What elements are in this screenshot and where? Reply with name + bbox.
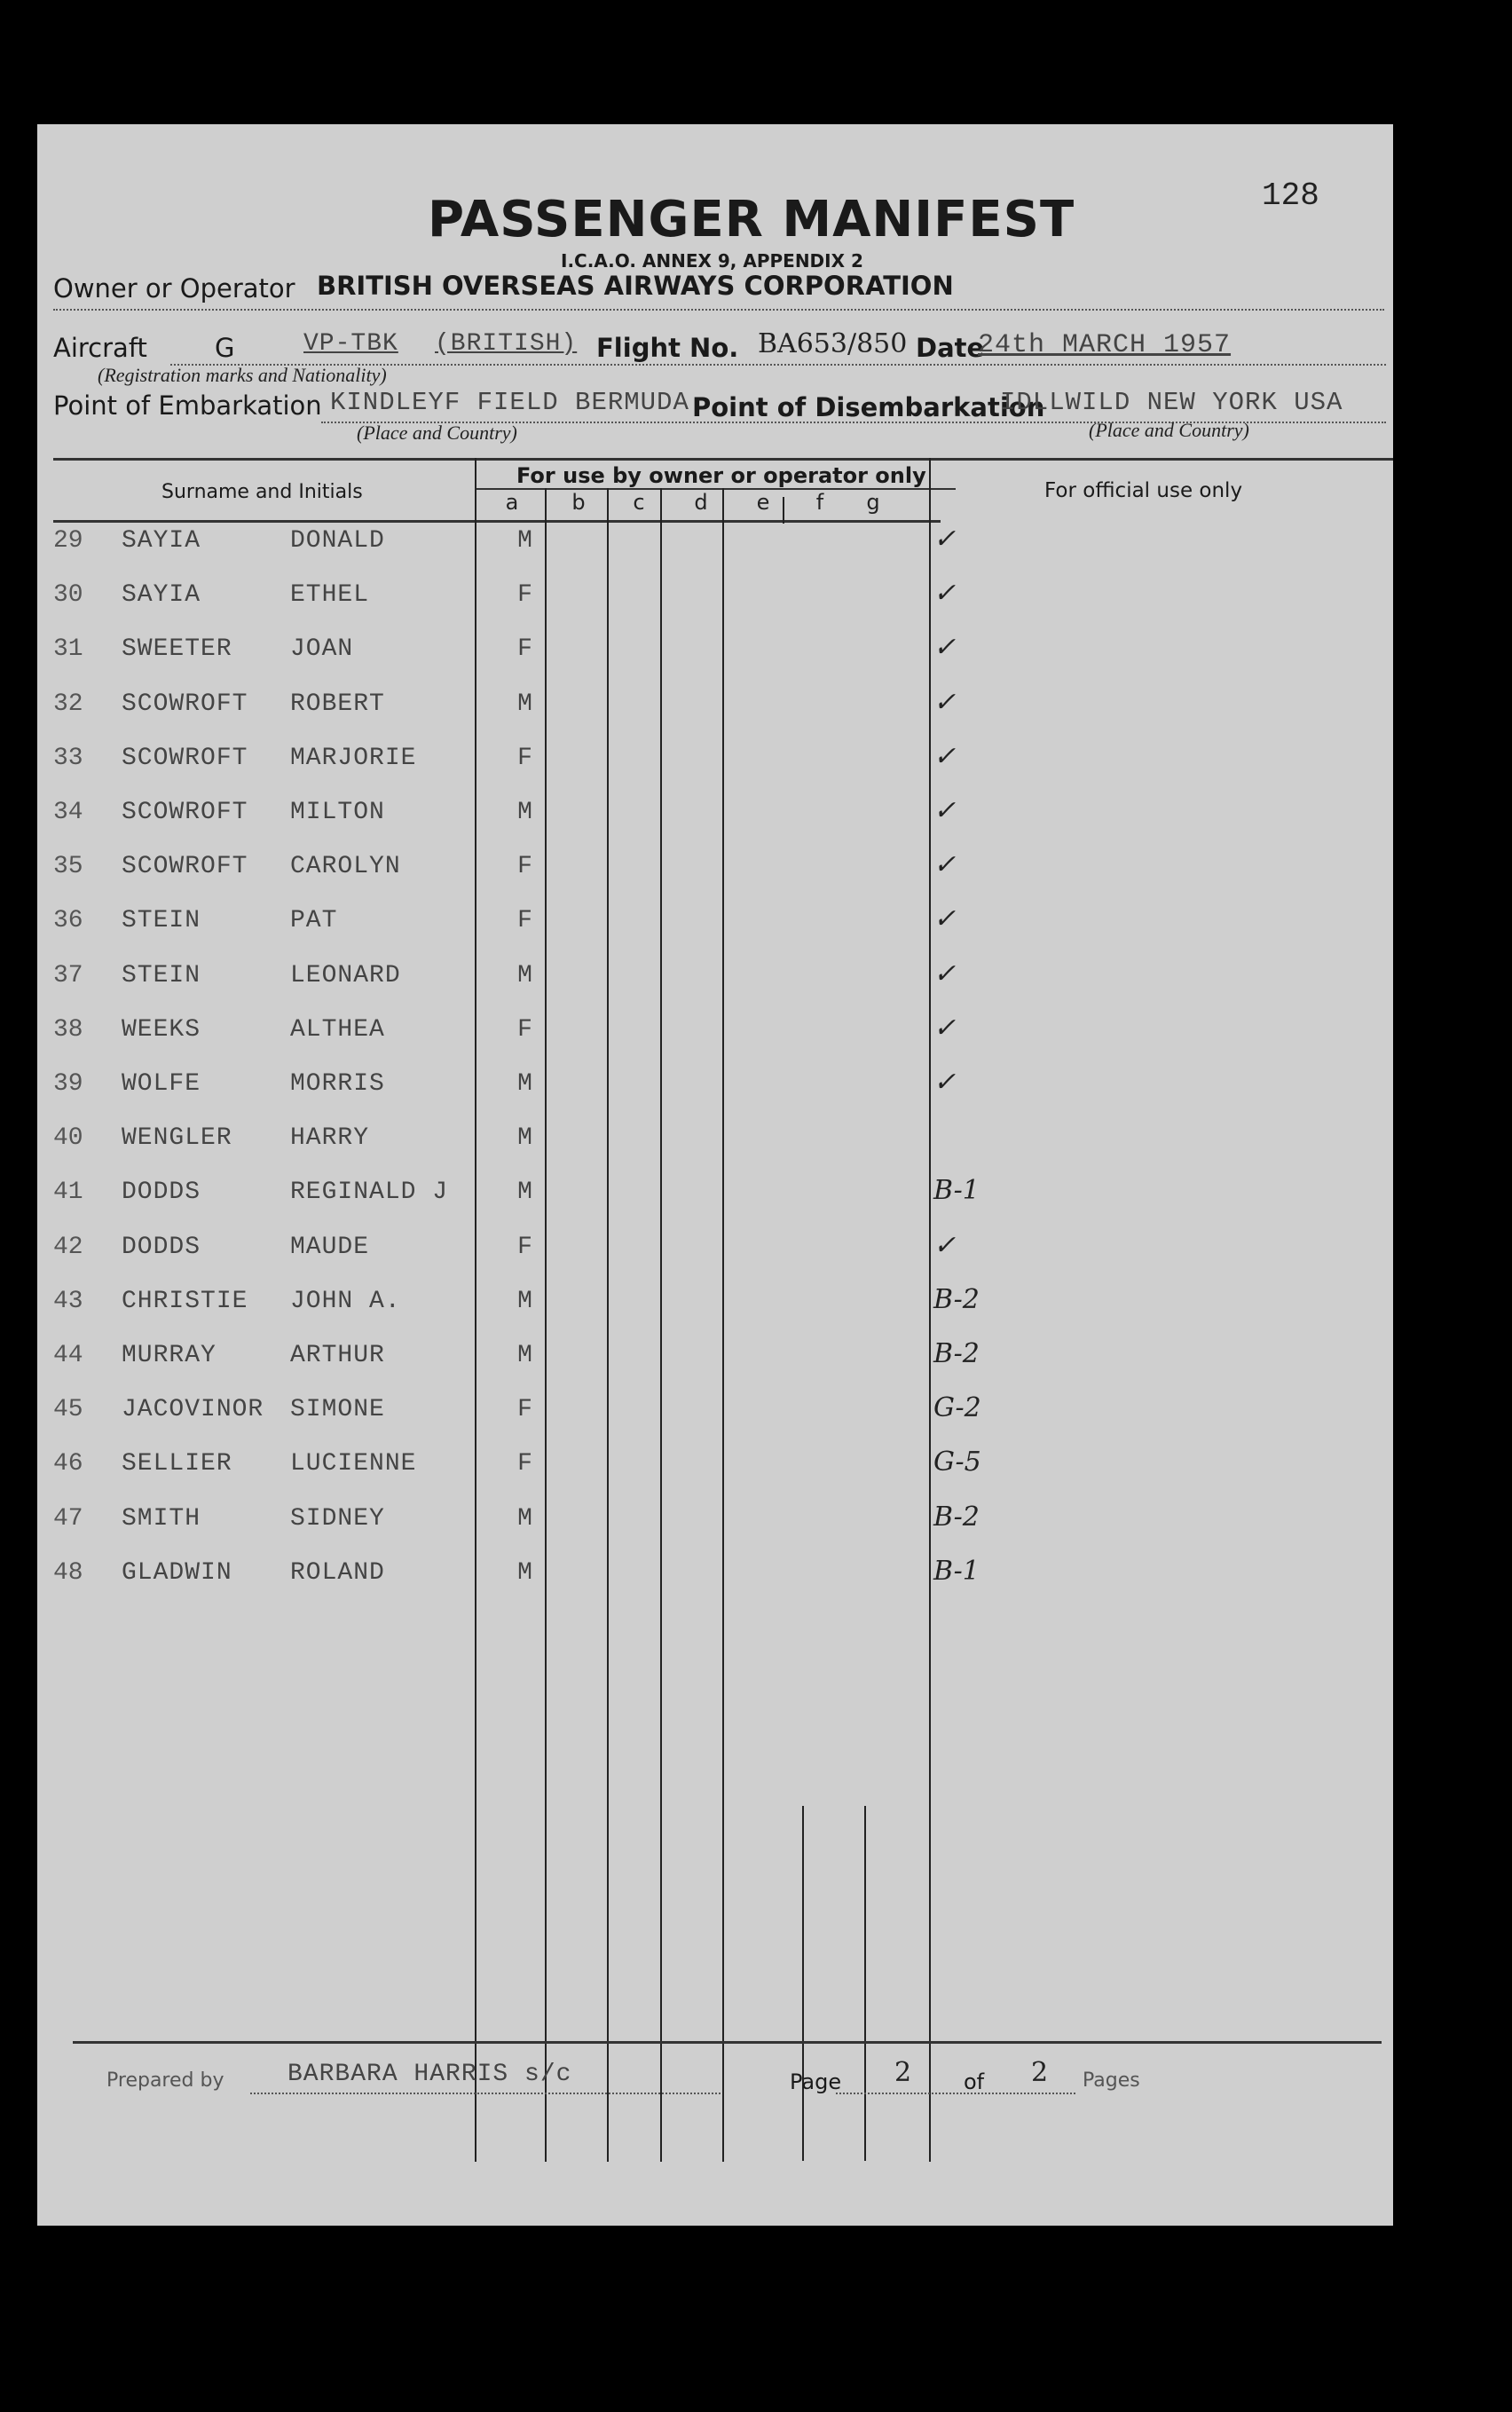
first-name-cell: PAT bbox=[290, 907, 338, 935]
row-number: 41 bbox=[53, 1178, 83, 1207]
first-name-cell: SIMONE bbox=[290, 1396, 385, 1424]
table-row bbox=[37, 896, 1393, 950]
surname-cell: SWEETER bbox=[122, 635, 232, 664]
surname-cell: STEIN bbox=[122, 961, 201, 989]
row-number: 33 bbox=[53, 744, 83, 772]
sex-cell: M bbox=[517, 961, 533, 989]
sex-cell: M bbox=[517, 1287, 533, 1315]
table-row bbox=[37, 625, 1393, 678]
surname-cell: GLADWIN bbox=[122, 1558, 232, 1587]
surname-cell: MURRAY bbox=[122, 1342, 217, 1369]
embarkation-label: Point of Embarkation bbox=[53, 390, 322, 421]
table-row bbox=[37, 951, 1393, 1005]
official-mark: ✓ bbox=[933, 1012, 957, 1044]
sex-cell: F bbox=[517, 744, 533, 772]
table-row bbox=[37, 1223, 1393, 1276]
first-name-cell: SIDNEY bbox=[290, 1504, 385, 1533]
first-name-cell: MARJORIE bbox=[290, 744, 417, 772]
table-row bbox=[37, 1331, 1393, 1384]
first-name-cell: HARRY bbox=[290, 1124, 370, 1153]
owner-label: Owner or Operator bbox=[53, 273, 295, 303]
sex-cell: F bbox=[517, 853, 533, 881]
row-number: 37 bbox=[53, 961, 83, 989]
row-number: 44 bbox=[53, 1342, 83, 1369]
first-name-cell: ARTHUR bbox=[290, 1342, 385, 1369]
official-mark: ✓ bbox=[933, 578, 957, 610]
owner-value: BRITISH OVERSEAS AIRWAYS CORPORATION bbox=[317, 271, 954, 301]
table-row bbox=[37, 1060, 1393, 1113]
sex-cell: F bbox=[517, 581, 533, 610]
table-row bbox=[37, 571, 1393, 624]
official-mark: ✓ bbox=[933, 795, 957, 826]
col-f-header: f bbox=[815, 490, 824, 515]
aircraft-label: Aircraft bbox=[53, 333, 147, 363]
official-mark: B-1 bbox=[933, 1175, 980, 1207]
table-row bbox=[37, 1385, 1393, 1439]
page-value: 2 bbox=[894, 2057, 912, 2088]
col-name-header: Surname and Initials bbox=[161, 481, 363, 503]
row-number: 45 bbox=[53, 1396, 83, 1424]
col-d-header: d bbox=[694, 490, 708, 515]
first-name-cell: JOHN A. bbox=[290, 1287, 401, 1315]
surname-cell: SCOWROFT bbox=[122, 690, 248, 718]
first-name-cell: JOAN bbox=[290, 635, 354, 664]
first-name-cell: MAUDE bbox=[290, 1233, 370, 1261]
prepared-label: Prepared by bbox=[106, 2069, 224, 2092]
surname-cell: WOLFE bbox=[122, 1070, 201, 1098]
row-number: 34 bbox=[53, 799, 83, 826]
sex-cell: M bbox=[517, 527, 533, 555]
row-number: 47 bbox=[53, 1504, 83, 1533]
prepared-value: BARBARA HARRIS s/c bbox=[287, 2061, 572, 2088]
surname-cell: WEEKS bbox=[122, 1015, 201, 1044]
surname-cell: SCOWROFT bbox=[122, 853, 248, 881]
surname-cell: DODDS bbox=[122, 1178, 201, 1207]
page-title: PASSENGER MANIFEST bbox=[428, 191, 1075, 248]
page-label: Page bbox=[790, 2069, 842, 2094]
sex-cell: M bbox=[517, 1124, 533, 1153]
surname-cell: WENGLER bbox=[122, 1124, 232, 1153]
aircraft-prefix: G bbox=[215, 333, 235, 363]
surname-cell: SAYIA bbox=[122, 581, 201, 610]
first-name-cell: MILTON bbox=[290, 799, 385, 826]
official-mark: G-2 bbox=[933, 1392, 981, 1424]
table-row bbox=[37, 1277, 1393, 1330]
official-mark: B-2 bbox=[933, 1283, 980, 1315]
surname-cell: STEIN bbox=[122, 907, 201, 935]
row-number: 40 bbox=[53, 1124, 83, 1153]
official-mark: ✓ bbox=[933, 524, 957, 555]
col-e-header: e bbox=[756, 490, 770, 515]
row-number: 32 bbox=[53, 690, 83, 718]
flight-value: BA653/850 bbox=[758, 328, 908, 359]
official-mark: B-2 bbox=[933, 1501, 980, 1533]
sex-cell: M bbox=[517, 1558, 533, 1587]
first-name-cell: MORRIS bbox=[290, 1070, 385, 1098]
aircraft-registration: VP-TBK bbox=[303, 330, 398, 358]
surname-cell: SAYIA bbox=[122, 527, 201, 555]
row-number: 39 bbox=[53, 1070, 83, 1098]
col-owner-header: For use by owner or operator only bbox=[516, 463, 926, 488]
of-label: of bbox=[964, 2069, 985, 2094]
official-mark: ✓ bbox=[933, 632, 957, 664]
table-row bbox=[37, 1114, 1393, 1167]
first-name-cell: ETHEL bbox=[290, 581, 370, 610]
disembarkation-label: Point of Disembarkation bbox=[692, 392, 1045, 422]
first-name-cell: ROBERT bbox=[290, 690, 385, 718]
table-row bbox=[37, 1494, 1393, 1548]
table-row bbox=[37, 1168, 1393, 1221]
first-name-cell: ROLAND bbox=[290, 1558, 385, 1587]
official-mark: G-5 bbox=[933, 1446, 981, 1478]
table-row bbox=[37, 1439, 1393, 1493]
page-number: 128 bbox=[1262, 177, 1319, 214]
surname-cell: JACOVINOR bbox=[122, 1396, 264, 1424]
official-mark: ✓ bbox=[933, 1229, 957, 1261]
sex-cell: M bbox=[517, 690, 533, 718]
official-mark: B-1 bbox=[933, 1555, 980, 1587]
first-name-cell: LUCIENNE bbox=[290, 1450, 417, 1478]
table-row bbox=[37, 842, 1393, 895]
date-value: 24th MARCH 1957 bbox=[978, 330, 1232, 360]
row-number: 48 bbox=[53, 1558, 83, 1587]
manifest-sheet bbox=[37, 124, 1393, 2226]
sex-cell: F bbox=[517, 1396, 533, 1424]
table-row bbox=[37, 788, 1393, 841]
row-number: 42 bbox=[53, 1233, 83, 1261]
row-number: 43 bbox=[53, 1287, 83, 1315]
sex-cell: F bbox=[517, 907, 533, 935]
row-number: 29 bbox=[53, 527, 83, 555]
disembarkation-note: (Place and Country) bbox=[1089, 419, 1249, 441]
surname-cell: SELLIER bbox=[122, 1450, 232, 1478]
surname-cell: DODDS bbox=[122, 1233, 201, 1261]
surname-cell: CHRISTIE bbox=[122, 1287, 248, 1315]
row-number: 30 bbox=[53, 581, 83, 610]
col-official-header: For official use only bbox=[1044, 479, 1243, 502]
surname-cell: SCOWROFT bbox=[122, 799, 248, 826]
row-number: 31 bbox=[53, 635, 83, 664]
first-name-cell: LEONARD bbox=[290, 961, 401, 989]
official-mark: ✓ bbox=[933, 740, 957, 772]
official-mark: ✓ bbox=[933, 1067, 957, 1098]
official-mark: ✓ bbox=[933, 686, 957, 718]
official-mark: ✓ bbox=[933, 958, 957, 989]
embarkation-note: (Place and Country) bbox=[357, 422, 517, 444]
sex-cell: F bbox=[517, 635, 533, 664]
table-row bbox=[37, 1549, 1393, 1602]
first-name-cell: DONALD bbox=[290, 527, 385, 555]
flight-label: Flight No. bbox=[596, 333, 739, 363]
surname-cell: SMITH bbox=[122, 1504, 201, 1533]
col-b-header: b bbox=[571, 490, 586, 515]
official-mark: ✓ bbox=[933, 849, 957, 881]
first-name-cell: ALTHEA bbox=[290, 1015, 385, 1044]
aircraft-nationality: (BRITISH) bbox=[435, 330, 578, 358]
sex-cell: F bbox=[517, 1015, 533, 1044]
first-name-cell: REGINALD J bbox=[290, 1178, 449, 1207]
pages-label: Pages bbox=[1083, 2069, 1140, 2092]
page-subtitle: I.C.A.O. ANNEX 9, APPENDIX 2 bbox=[561, 250, 863, 272]
of-value: 2 bbox=[1031, 2057, 1049, 2088]
official-mark: ✓ bbox=[933, 903, 957, 935]
row-number: 46 bbox=[53, 1450, 83, 1478]
table-row bbox=[37, 734, 1393, 787]
table-row bbox=[37, 516, 1393, 570]
row-number: 35 bbox=[53, 853, 83, 881]
col-a-header: a bbox=[505, 490, 519, 515]
sex-cell: M bbox=[517, 799, 533, 826]
sex-cell: F bbox=[517, 1450, 533, 1478]
surname-cell: SCOWROFT bbox=[122, 744, 248, 772]
sex-cell: M bbox=[517, 1070, 533, 1098]
official-mark: B-2 bbox=[933, 1338, 980, 1369]
sex-cell: F bbox=[517, 1233, 533, 1261]
first-name-cell: CAROLYN bbox=[290, 853, 401, 881]
embarkation-value: KINDLEYF FIELD BERMUDA bbox=[330, 388, 689, 417]
disembarkation-value: IDLLWILD NEW YORK USA bbox=[1000, 388, 1343, 417]
row-number: 38 bbox=[53, 1015, 83, 1044]
sex-cell: M bbox=[517, 1178, 533, 1207]
row-number: 36 bbox=[53, 907, 83, 935]
col-g-header: g bbox=[866, 490, 880, 515]
sex-cell: M bbox=[517, 1342, 533, 1369]
table-row bbox=[37, 680, 1393, 733]
table-row bbox=[37, 1005, 1393, 1059]
aircraft-note: (Registration marks and Nationality) bbox=[98, 364, 387, 386]
col-c-header: c bbox=[633, 490, 645, 515]
date-label: Date bbox=[916, 333, 985, 363]
sex-cell: M bbox=[517, 1504, 533, 1533]
